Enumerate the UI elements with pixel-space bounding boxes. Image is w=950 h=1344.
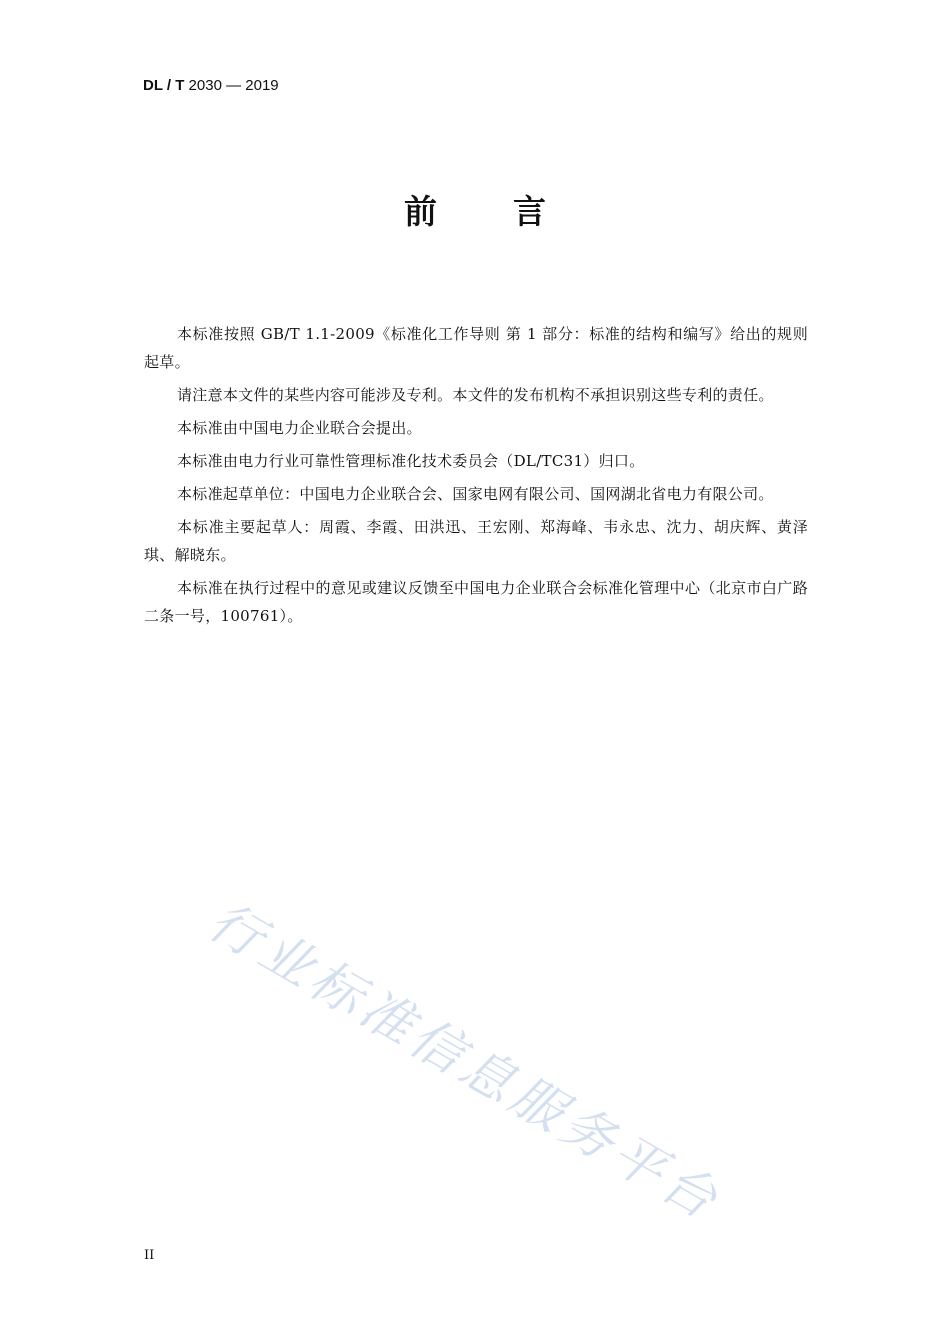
paragraph-patent-notice: 请注意本文件的某些内容可能涉及专利。本文件的发布机构不承担识别这些专利的责任。: [177, 386, 774, 404]
paragraph-feedback-contact: 本标准在执行过程中的意见或建议反馈至中国电力企业联合会标准化管理中心（北京市白广路二条一号，100761）。: [144, 579, 808, 625]
page-number: II: [144, 1248, 155, 1263]
paragraph-drafting-organizations: 本标准起草单位：中国电力企业联合会、国家电网有限公司、国网湖北省电力有限公司。: [177, 485, 774, 503]
document-code-number: 2030 — 2019: [184, 77, 279, 94]
page-title: 前言: [404, 192, 622, 231]
watermark: 行业标准信息服务平台: [198, 891, 731, 1234]
document-code: [143, 76, 279, 96]
paragraph-main-drafters: 本标准主要起草人：周霞、李霞、田洪迅、王宏刚、郑海峰、韦永忠、沈力、胡庆辉、黄泽琪、解晓东。: [144, 518, 808, 564]
foreword-body: [144, 320, 808, 635]
paragraph-drafting-rules: 本标准按照 GB/T 1.1-2009《标准化工作导则 第 1 部分：标准的结构和编写》给出的规则起草。: [144, 325, 808, 371]
paragraph-proposer: 本标准由中国电力企业联合会提出。: [177, 419, 422, 437]
paragraph-technical-committee: 本标准由电力行业可靠性管理标准化技术委员会（DL/TC31）归口。: [177, 452, 645, 470]
document-code-prefix: DL / T: [143, 77, 185, 94]
